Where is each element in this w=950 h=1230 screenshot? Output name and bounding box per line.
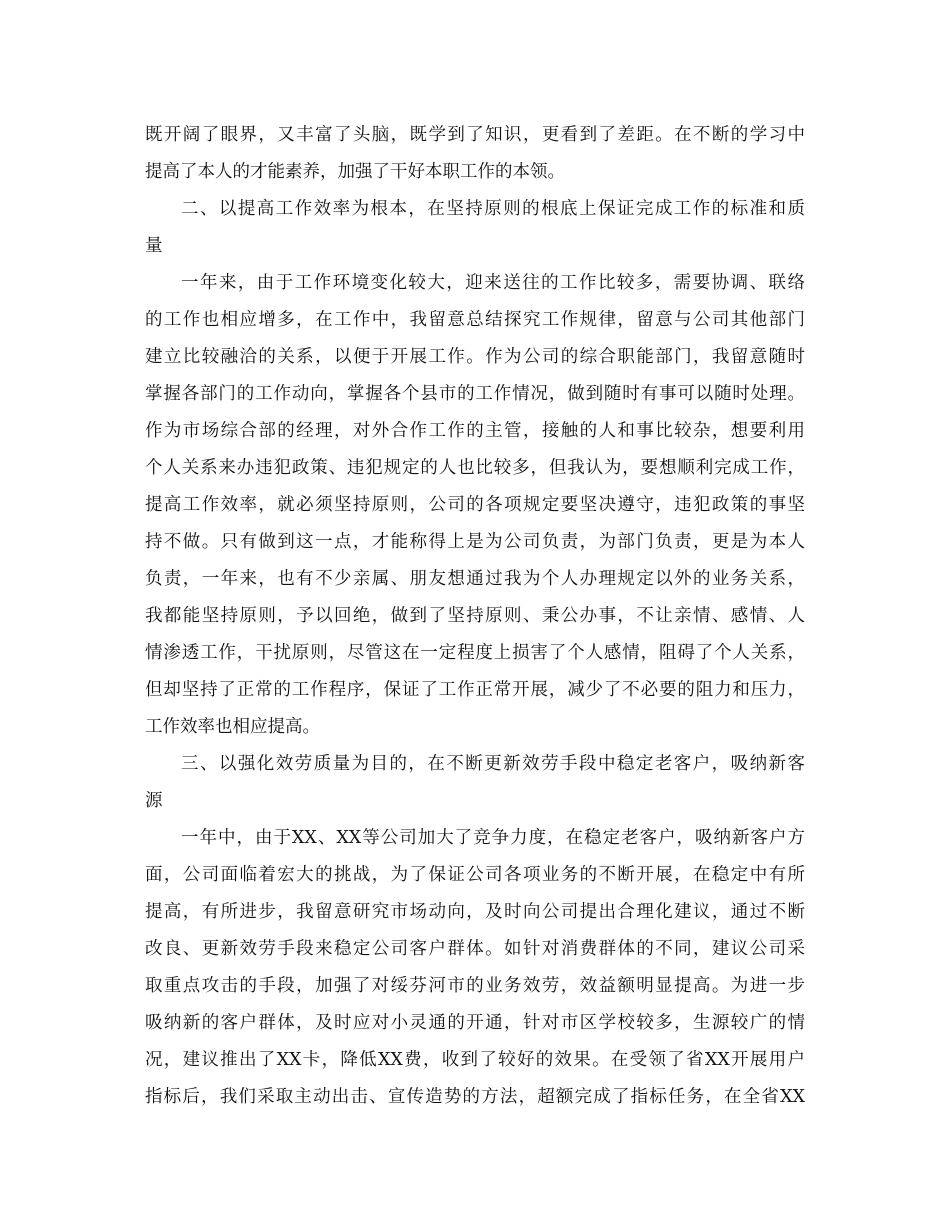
text-line: 负责，一年来，也有不少亲属、朋友想通过我为个人办理规定以外的业务关系， (145, 569, 805, 589)
text-line: 况，建议推出了XX卡，降低XX费，收到了较好的效果。在受领了省XX开展用户 (145, 1050, 805, 1070)
text-line: 个人关系来办违犯政策、违犯规定的人也比较多，但我认为，要想顺利完成工作， (145, 458, 805, 478)
text-line: 我都能坚持原则，予以回绝，做到了坚持原则、秉公办事，不让亲情、感情、人 (145, 606, 805, 626)
text-line: 指标后，我们采取主动出击、宣传造势的方法，超额完成了指标任务，在全省XX (145, 1087, 805, 1107)
document-body (145, 117, 805, 1116)
text-line: 情渗透工作，干扰原则，尽管这在一定程度上损害了个人感情，阻碍了个人关系， (145, 643, 805, 663)
paragraph-work-efficiency (145, 265, 805, 746)
text-line: 既开阔了眼界，又丰富了头脑，既学到了知识，更看到了差距。在不断的学习中 (145, 125, 805, 145)
text-line: 的工作也相应增多，在工作中，我留意总结探究工作规律，留意与公司其他部门 (145, 310, 805, 330)
heading-line: 二、以提高工作效率为根本，在坚持原则的根底上保证完成工作的标准和质 (181, 199, 805, 219)
text-line: 掌握各部门的工作动向，掌握各个县市的工作情况，做到随时有事可以随时处理。 (145, 384, 805, 404)
paragraph-customer-service (145, 820, 805, 1116)
text-line: 提高，有所进步，我留意研究市场动向，及时向公司提出合理化建议，通过不断 (145, 902, 805, 922)
text-line: 一年中，由于XX、XX等公司加大了竞争力度，在稳定老客户，吸纳新客户方 (181, 828, 805, 848)
section-heading-3 (145, 746, 805, 820)
text-line: 持不做。只有做到这一点，才能称得上是为公司负责，为部门负责，更是为本人 (145, 532, 805, 552)
text-line: 改良、更新效劳手段来稳定公司客户群体。如针对消费群体的不同，建议公司采 (145, 939, 805, 959)
heading-line: 三、以强化效劳质量为目的，在不断更新效劳手段中稳定老客户，吸纳新客 (181, 754, 805, 774)
text-line: 取重点攻击的手段，加强了对绥芬河市的业务效劳，效益额明显提高。为进一步 (145, 976, 805, 996)
text-line: 面，公司面临着宏大的挑战，为了保证公司各项业务的不断开展，在稳定中有所 (145, 865, 805, 885)
text-line: 提高工作效率，就必须坚持原则，公司的各项规定要坚决遵守，违犯政策的事坚 (145, 495, 805, 515)
text-line: 一年来，由于工作环境变化较大，迎来送往的工作比较多，需要协调、联络 (181, 273, 805, 293)
paragraph-continuation (145, 117, 805, 191)
text-line: 建立比较融洽的关系，以便于开展工作。作为公司的综合职能部门，我留意随时 (145, 347, 805, 367)
text-line: 吸纳新的客户群体，及时应对小灵通的开通，针对市区学校较多，生源较广的情 (145, 1013, 805, 1033)
heading-line: 量 (145, 236, 163, 256)
text-line: 工作效率也相应提高。 (145, 717, 320, 737)
text-line: 提高了本人的才能素养，加强了干好本职工作的本领。 (145, 162, 565, 182)
section-heading-2 (145, 191, 805, 265)
text-line: 作为市场综合部的经理，对外合作工作的主管，接触的人和事比较杂，想要利用 (145, 421, 805, 441)
heading-line: 源 (145, 791, 163, 811)
text-line: 但却坚持了正常的工作程序，保证了工作正常开展，减少了不必要的阻力和压力， (145, 680, 805, 700)
